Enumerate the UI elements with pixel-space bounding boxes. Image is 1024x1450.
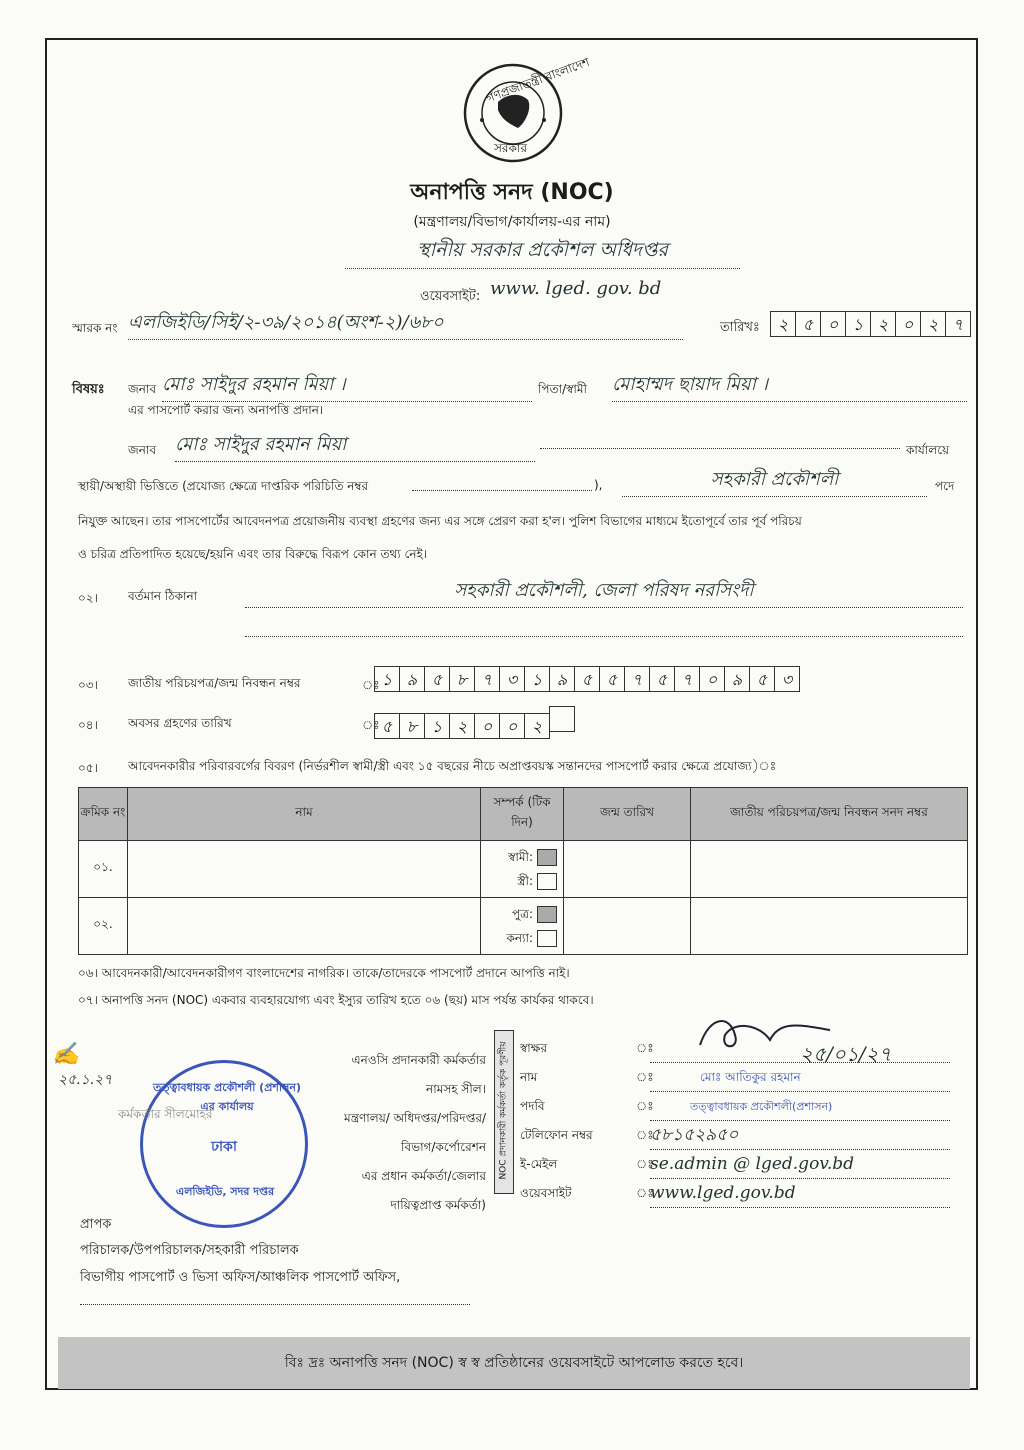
- office-seal: তত্ত্বাবধায়ক প্রকৌশলী (প্রশাসন) এর কার্যালয় ঢাকা এলজিইডি, সদর দপ্তর: [140, 1060, 308, 1228]
- col-relation: সম্পর্ক (টিক দিন): [481, 788, 564, 841]
- id-blank: [412, 490, 592, 491]
- footer-note: বিঃ দ্রঃ অনাপত্তি সনদ (NOC) স্ব স্ব প্রতিষ্ঠানের ওয়েবসাইটে আপলোড করতে হবে।: [58, 1337, 970, 1389]
- signature-field-labels: স্বাক্ষর নাম পদবি টেলিফোন নম্বর ই-মেইল ওয়েবসাইট: [520, 1041, 593, 1200]
- item03-num: ০৩।: [78, 678, 98, 692]
- page-subtitle: (মন্ত্রণালয়/বিভাগ/কার্যালয়-এর নাম): [413, 214, 611, 230]
- vertical-label-box: NOC প্রদানকারী কর্মকর্তা কর্তৃক পূরণীয়: [494, 1030, 514, 1194]
- website-value: www. lged. gov. bd: [490, 278, 662, 299]
- recipient-blank: [80, 1304, 470, 1305]
- subject-line2: এর পাসপোর্ট করার জন্য অনাপত্তি প্রদান।: [128, 403, 324, 417]
- table-row: ০২. পুত্র: কন্যা:: [79, 898, 968, 955]
- subject-label: বিষয়ঃ: [72, 382, 105, 397]
- signature-field-values: মোঃ আতিকুর রহমান তত্ত্বাবধায়ক প্রকৌশলী(প্রশাসন) ৫৮১৫২৯৫০ se.admin @ lged.gov.bd www.lged.gov.bd: [650, 1034, 950, 1208]
- item04-label: অবসর গ্রহণের তারিখ: [128, 716, 232, 730]
- item02-num: ০২।: [78, 591, 98, 605]
- initial-mark: ✍: [52, 1042, 80, 1067]
- col-serial: ক্রমিক নং: [79, 788, 128, 841]
- item05-num: ০৫।: [78, 761, 98, 775]
- item02-label: বর্তমান ঠিকানা: [128, 589, 198, 603]
- date-label: তারিখঃ: [720, 320, 760, 335]
- item03-label: জাতীয় পরিচয়পত্র/জন্ম নিবন্ধন নম্বর: [128, 676, 301, 690]
- body-janab: জনাব: [128, 443, 157, 457]
- website-label: ওয়েবসাইট:: [420, 289, 481, 304]
- memo-label: স্মারক নং: [72, 321, 118, 335]
- emblem-arc-text: গণপ্রজাতন্ত্রী বাংলাদেশ: [484, 54, 592, 106]
- basis-text: স্থায়ী/অস্থায়ী ভিত্তিতে (প্রযোজ্য ক্ষেত্রে দাপ্তরিক পরিচিতি নম্বর: [78, 479, 369, 493]
- col-nid: জাতীয় পরিচয়পত্র/জন্ম নিবন্ধন সনদ নম্বর: [691, 788, 968, 841]
- date-boxes: ২ ৫ ০ ১ ২ ০ ২ ৭: [770, 311, 970, 337]
- item02-value: সহকারী প্রকৌশলী, জেলা পরিষদ নরসিংদী: [245, 576, 963, 608]
- signature-date: ২৫/০১/২৭: [800, 1042, 892, 1066]
- item04-num: ০৪।: [78, 718, 98, 732]
- item02-blank: [245, 636, 963, 637]
- page-title: অনাপত্তি সনদ (NOC): [410, 180, 614, 205]
- father-label: পিতা/স্বামী: [538, 382, 587, 396]
- subject-janab: জনাব: [128, 382, 157, 396]
- son-checkbox[interactable]: [537, 906, 557, 923]
- husband-checkbox[interactable]: [537, 849, 557, 866]
- body-name: মোঃ সাইদুর রহমান মিয়া: [175, 430, 535, 462]
- item05-label: আবেদনকারীর পরিবারবর্গের বিবরণ (নির্ভরশীল স্বামী/স্ত্রী এবং ১৫ বছরের নীচে অপ্রাপ্তবয়স্ক সন্তানদের পাসপোর্ট করার ক্ষেত্রে প্রযোজ্য)ঃ: [128, 759, 777, 773]
- memo-number: এলজিইডি/সিই/২-৩৯/২০১৪(অংশ-২)/৬৮০: [128, 308, 683, 340]
- office-blank: [540, 448, 900, 449]
- table-row: ০১. স্বামী: স্ত্রী:: [79, 841, 968, 898]
- signature-left-text: এনওসি প্রদানকারী কর্মকর্তার নামসহ সীল। মন্ত্রণালয়/ অধিদপ্তর/পরিদপ্তর/ বিভাগ/কর্পোরেশন এর প্রধান কর্মকর্তা/জেলার দায়িত্বপ্রাপ্ত কর্মকর্তা): [344, 1053, 486, 1212]
- seal-placeholder-text: কর্মকর্তার সীলমোহর: [118, 1107, 213, 1121]
- note-06: ০৬। আবেদনকারী/আবেদনকারীগণ বাংলাদেশের নাগরিক। তাকে/তাদেরকে পাসপোর্ট প্রদানে আপত্তি নাই।: [78, 966, 570, 980]
- family-table: [78, 787, 968, 955]
- nid-boxes: ১ ৯ ৫ ৮ ৭ ৩ ১ ৯ ৫ ৫ ৭ ৫ ৭ ০ ৯ ৫ ৩: [374, 666, 799, 692]
- note-07: ০৭। অনাপত্তি সনদ (NOC) একবার ব্যবহারযোগ্য এবং ইস্যুর তারিখ হতে ০৬ (ছয়) মাস পর্যন্ত কার্যকর থাকবে।: [78, 993, 594, 1007]
- recipient-line2: বিভাগীয় পাসপোর্ট ও ভিসা অফিস/আঞ্চলিক পাসপোর্ট অফিস,: [80, 1270, 401, 1285]
- body-para1: নিযুক্ত আছেন। তার পাসপোর্টের আবেদনপত্র প্রয়োজনীয় ব্যবস্থা গ্রহণের জন্য এর সঙ্গে প্রেরণ করা হ'ল। পুলিশ বিভাগের মাধ্যমে ইতোপূর্বে তার পূর্ব পরিচয়: [78, 514, 802, 528]
- office-name: স্থানীয় সরকার প্রকৌশল অধিদপ্তর: [345, 236, 740, 269]
- emblem-bottom-text: সরকার: [494, 141, 528, 155]
- body-para2: ও চরিত্র প্রতিপাদিত হয়েছে/হয়নি এবং তার বিরুদ্ধে বিরূপ কোন তথ্য নেই।: [78, 547, 428, 561]
- retirement-date-boxes: ৫ ৮ ১ ২ ০ ০ ২: [374, 706, 574, 739]
- office-label: কার্যালয়ে: [906, 443, 950, 457]
- father-name: মোহাম্মদ ছায়াদ মিয়া ।: [612, 370, 967, 402]
- daughter-checkbox[interactable]: [537, 930, 557, 947]
- initial-date: ২৫.১.২৭: [58, 1072, 113, 1088]
- post-label: পদে: [935, 479, 955, 493]
- designation: সহকারী প্রকৌশলী: [622, 465, 927, 497]
- wife-checkbox[interactable]: [537, 873, 557, 890]
- recipient-label: প্রাপক: [80, 1217, 112, 1232]
- col-name: নাম: [128, 788, 481, 841]
- col-birthdate: জন্ম তারিখ: [564, 788, 691, 841]
- subject-name: মোঃ সাইদুর রহমান মিয়া ।: [162, 370, 532, 402]
- recipient-line1: পরিচালক/উপপরিচালক/সহকারী পরিচালক: [80, 1243, 299, 1258]
